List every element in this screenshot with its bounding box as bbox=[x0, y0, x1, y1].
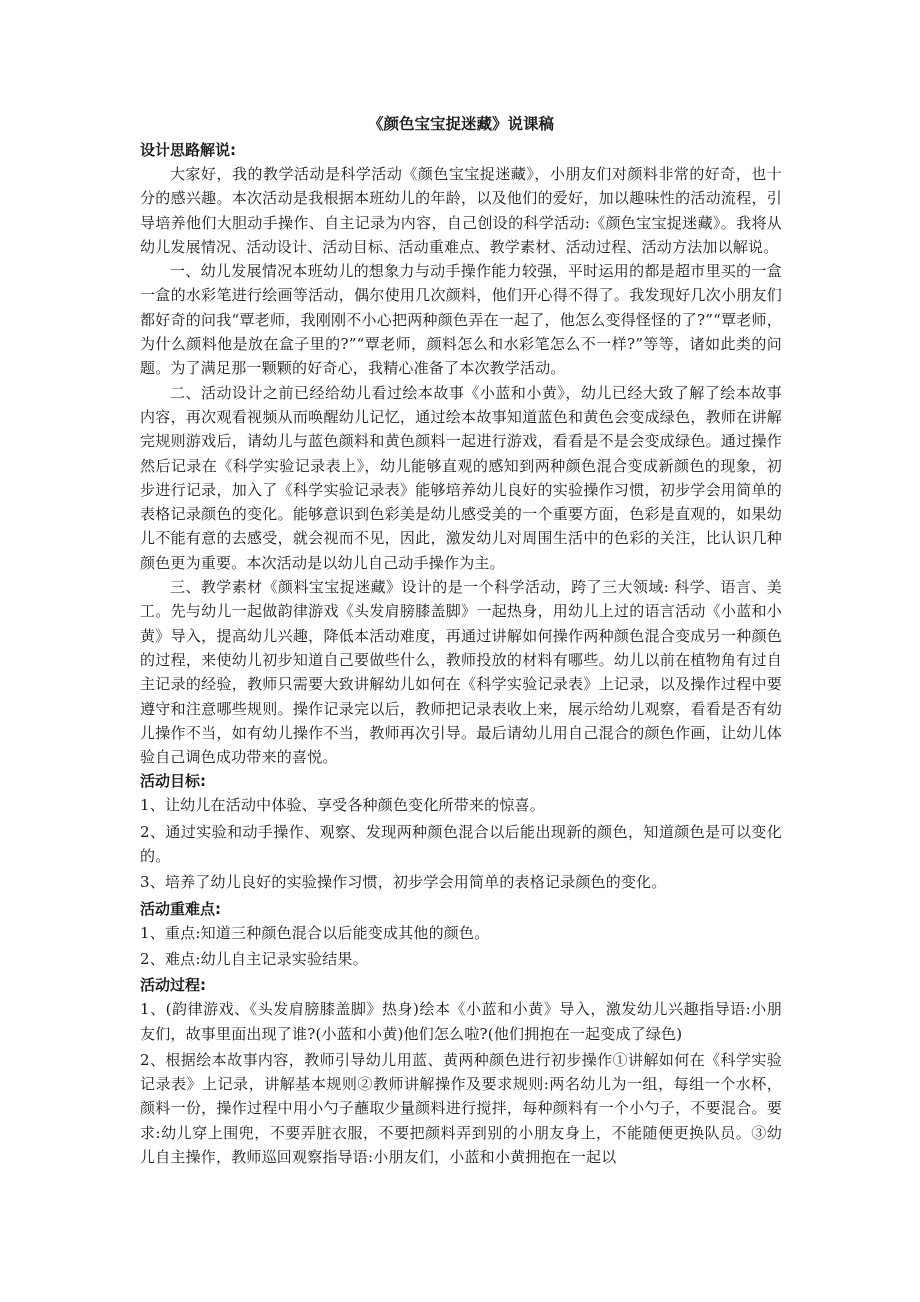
section-heading-keypoints: 活动重难点: bbox=[140, 899, 221, 918]
document-body bbox=[140, 112, 782, 1171]
document-title: 《颜色宝宝捉迷藏》说课稿 bbox=[367, 114, 554, 133]
section-heading-process: 活动过程: bbox=[140, 976, 206, 995]
paragraph-materials: 三、教学素材《颜料宝宝捉迷藏》设计的是一个科学活动，跨了三大领域: 科学、语言、美工。先与幼儿一起做韵律游戏《头发肩膀膝盖脚》一起热身，用幼儿上过的语言活动《小蓝和小黄》导入，提高幼儿兴趣，降低本活动难度，再通过讲解如何操作两种颜色混合变成另一种颜色的过程，来使幼儿初步知道自己要做些什么，教师投放的材料有哪些。幼儿以前在植物角有过自主记录的经验，教师只需要大致讲解幼儿如何在《科学实验记录表》上记录，以及操作过程中要遵守和注意哪些规则。操作记录完以后，教师把记录表收上来，展示给幼儿观察，看看是否有幼儿操作不当，如有幼儿操作不当，教师再次引导。最后请幼儿用自己混合的颜色作画，让幼儿体验自己调色成功带来的喜悦。 bbox=[140, 578, 782, 767]
keypoint-item-2: 2、难点:幼儿自主记录实验结果。 bbox=[140, 949, 368, 968]
section-heading-design: 设计思路解说: bbox=[140, 141, 236, 159]
section-heading-goals: 活动目标: bbox=[140, 772, 206, 791]
process-item-1: 1、(韵律游戏、《头发肩膀膝盖脚》热身)绘本《小蓝和小黄》导入，激发幼儿兴趣指导语:小朋友们，故事里面出现了谁?(小蓝和小黄)他们怎么啦?(他们拥抱在一起变成了绿色) bbox=[140, 1000, 782, 1043]
paragraph-activity-design: 二、活动设计之前已经给幼儿看过绘本故事《小蓝和小黄》，幼儿已经大致了解了绘本故事内容，再次观看视频从而唤醒幼儿记忆，通过绘本故事知道蓝色和黄色会变成绿色，教师在讲解完规则游戏后，请幼儿与蓝色颜料和黄色颜料一起进行游戏，看看是不是会变成绿色。通过操作然后记录在《科学实验记录表上》，幼儿能够直观的感知到两种颜色混合变成新颜色的现象，初步进行记录，加入了《科学实验记录表》能够培养幼儿良好的实验操作习惯，初步学会用简单的表格记录颜色的变化。能够意识到色彩美是幼儿感受美的一个重要方面，色彩是直观的，如果幼儿不能有意的去感受，就会视而不见，因此，激发幼儿对周围生活中的色彩的关注，比认识几种颜色更为重要。本次活动是以幼儿自己动手操作为主。 bbox=[140, 383, 782, 572]
paragraph-intro: 大家好，我的教学活动是科学活动《颜色宝宝捉迷藏》，小朋友们对颜料非常的好奇，也十分的感兴趣。本次活动是我根据本班幼儿的年龄，以及他们的爱好，加以趣味性的活动流程，引导培养他们大胆动手操作、自主记录为内容，自己创设的科学活动:《颜色宝宝捉迷藏》。我将从幼儿发展情况、活动设计、活动目标、活动重难点、教学素材、活动过程、活动方法加以解说。 bbox=[140, 165, 782, 256]
goal-item-2: 2、通过实验和动手操作、观察、发现两种颜色混合以后能出现新的颜色，知道颜色是可以变化的。 bbox=[140, 822, 782, 866]
goal-item-1: 1、让幼儿在活动中体验、享受各种颜色变化所带来的惊喜。 bbox=[140, 796, 545, 815]
goal-item-3: 3、培养了幼儿良好的实验操作习惯，初步学会用简单的表格记录颜色的变化。 bbox=[140, 873, 667, 892]
paragraph-development: 一、幼儿发展情况本班幼儿的想象力与动手操作能力较强，平时运用的都是超市里买的一盒一盒的水彩笔进行绘画等活动，偶尔使用几次颜料，他们开心得不得了。我发现好几次小朋友们都好奇的问我“覃老师，我刚刚不小心把两种颜色弄在一起了，他怎么变得怪怪的了?”“覃老师，为什么颜料他是放在盒子里的?”“覃老师，颜料怎么和水彩笔怎么不一样?”等等，诸如此类的问题。为了满足那一颗颗的好奇心，我精心准备了本次教学活动。 bbox=[140, 262, 782, 378]
keypoint-item-1: 1、重点:知道三种颜色混合以后能变成其他的颜色。 bbox=[140, 923, 490, 942]
process-item-2: 2、根据绘本故事内容，教师引导幼儿用蓝、黄两种颜色进行初步操作①讲解如何在《科学实验记录表》上记录，讲解基本规则②教师讲解操作及要求规则:两名幼儿为一组，每组一个水杯，颜料一份，操作过程中用小勺子蘸取少量颜料进行搅拌，每种颜料有一个小勺子，不要混合。要求:幼儿穿上围兜，不要弄脏衣服，不要把颜料弄到别的小朋友身上，不能随便更换队员。③幼儿自主操作，教师巡回观察指导语:小朋友们，小蓝和小黄拥抱在一起以 bbox=[140, 1050, 782, 1166]
